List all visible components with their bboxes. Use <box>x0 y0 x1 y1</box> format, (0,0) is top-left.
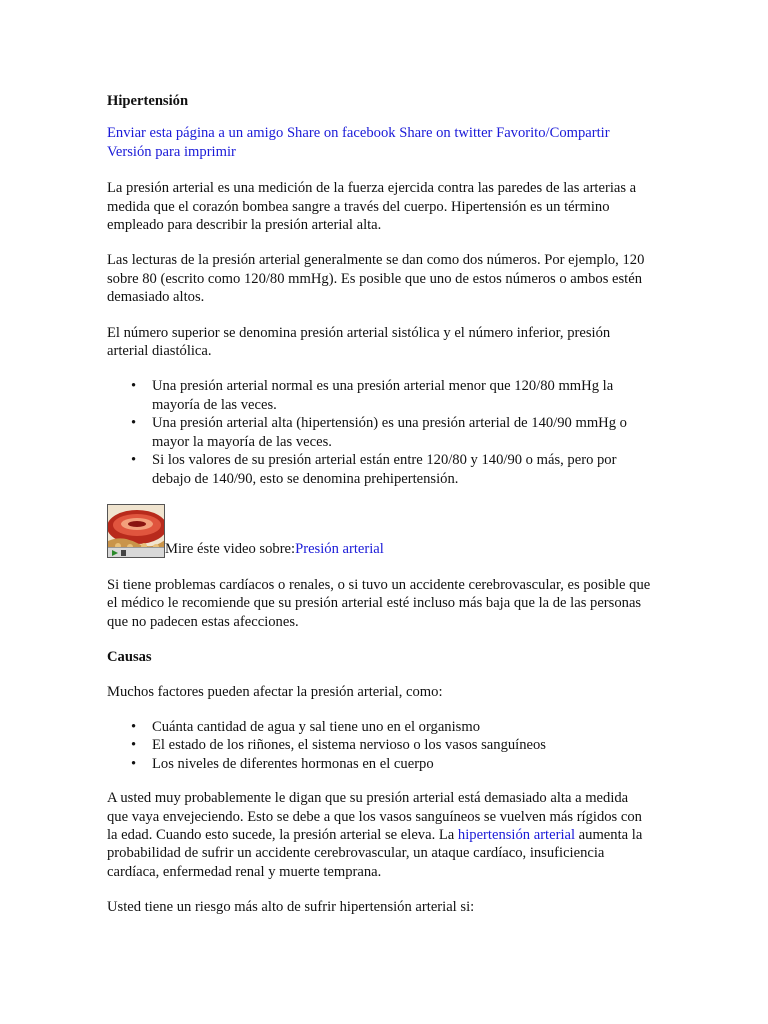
video-thumbnail[interactable] <box>107 504 165 558</box>
bullet-icon: • <box>131 718 137 735</box>
speaker-icon[interactable] <box>121 550 126 556</box>
share-facebook-link[interactable]: Share on facebook <box>286 125 396 142</box>
favorite-share-link[interactable]: Favorito/Compartir <box>496 125 610 142</box>
hypertension-link[interactable]: hipertensión arterial <box>457 826 576 843</box>
share-links <box>107 124 652 161</box>
paragraph-aging: A usted muy probablemente le digan que su presión arterial está demasiado alta a medida que vaya envejeciendo. Esto se debe a que los vasos sanguíneos se vuelven más rígidos con la edad. Cuando esto sucede, la presión arterial se eleva. La hipertensión arterial aumenta la probabilidad de sufrir un accidente cerebrovascular, un ataque cardíaco, insuficiencia cardíaca, enfermedad renal y muerte temprana. <box>107 790 643 880</box>
list-item: • El estado de los riñones, el sistema nervioso o los vasos sanguíneos <box>131 737 546 754</box>
list-item: • Cuánta cantidad de agua y sal tiene uno en el organismo <box>131 718 480 735</box>
list-item: • Una presión arterial normal es una presión arterial menor que 120/80 mmHg la mayoría de las veces. <box>131 378 614 413</box>
article-body <box>107 92 652 934</box>
paragraph-definition: La presión arterial es una medición de la fuerza ejercida contra las paredes de las arterias a medida que el corazón bombea sangre a través del cuerpo. Hipertensión es un término empleado para describir la presión arterial alta. <box>107 180 637 234</box>
artery-illustration-icon <box>108 505 165 551</box>
paragraph-systolic-diastolic: El número superior se denomina presión arterial sistólica y el número inferior, presión arterial diastólica. <box>107 324 611 360</box>
send-to-friend-link[interactable]: Enviar esta página a un amigo <box>107 125 284 142</box>
paragraph-factors: Muchos factores pueden afectar la presión arterial, como: <box>107 683 443 700</box>
paragraph-risk: Usted tiene un riesgo más alto de sufrir hipertensión arterial si: <box>107 899 475 916</box>
bullet-list-factors <box>107 718 652 773</box>
bullet-icon: • <box>131 755 137 772</box>
list-item: • Si los valores de su presión arterial están entre 120/80 y 140/90 o más, pero por debajo de 140/90, esto se denomina prehipertensión. <box>131 452 617 487</box>
section-heading-causas: Causas <box>107 649 152 666</box>
bullet-icon: • <box>131 378 137 395</box>
video-link[interactable]: Presión arterial <box>295 540 384 557</box>
play-icon[interactable] <box>112 550 118 556</box>
page-title: Hipertensión <box>107 93 189 109</box>
paragraph-heart-kidney: Si tiene problemas cardíacos o renales, o si tuvo un accidente cerebrovascular, es posible que el médico le recomiende que su presión arterial esté incluso más baja que la de las personas que no padecen estas afecciones. <box>107 576 651 630</box>
bullet-icon: • <box>131 737 137 754</box>
video-controls <box>108 547 164 557</box>
bullet-icon: • <box>131 415 137 432</box>
bullet-list-ranges <box>107 377 652 487</box>
print-version-link[interactable]: Versión para imprimir <box>107 143 236 160</box>
paragraph-readings: Las lecturas de la presión arterial generalmente se dan como dos números. Por ejemplo, 120 sobre 80 (escrito como 120/80 mmHg). Es posible que uno de estos números o ambos estén demasiado altos. <box>107 252 645 306</box>
list-item: • Los niveles de diferentes hormonas en el cuerpo <box>131 755 434 772</box>
bullet-icon: • <box>131 452 137 469</box>
list-item: • Una presión arterial alta (hipertensión) es una presión arterial de 140/90 mmHg o mayor la mayoría de las veces. <box>131 415 627 450</box>
video-row <box>107 504 652 558</box>
video-caption: Mire éste video sobre:Presión arterial <box>165 540 384 557</box>
share-twitter-link[interactable]: Share on twitter <box>399 125 493 142</box>
